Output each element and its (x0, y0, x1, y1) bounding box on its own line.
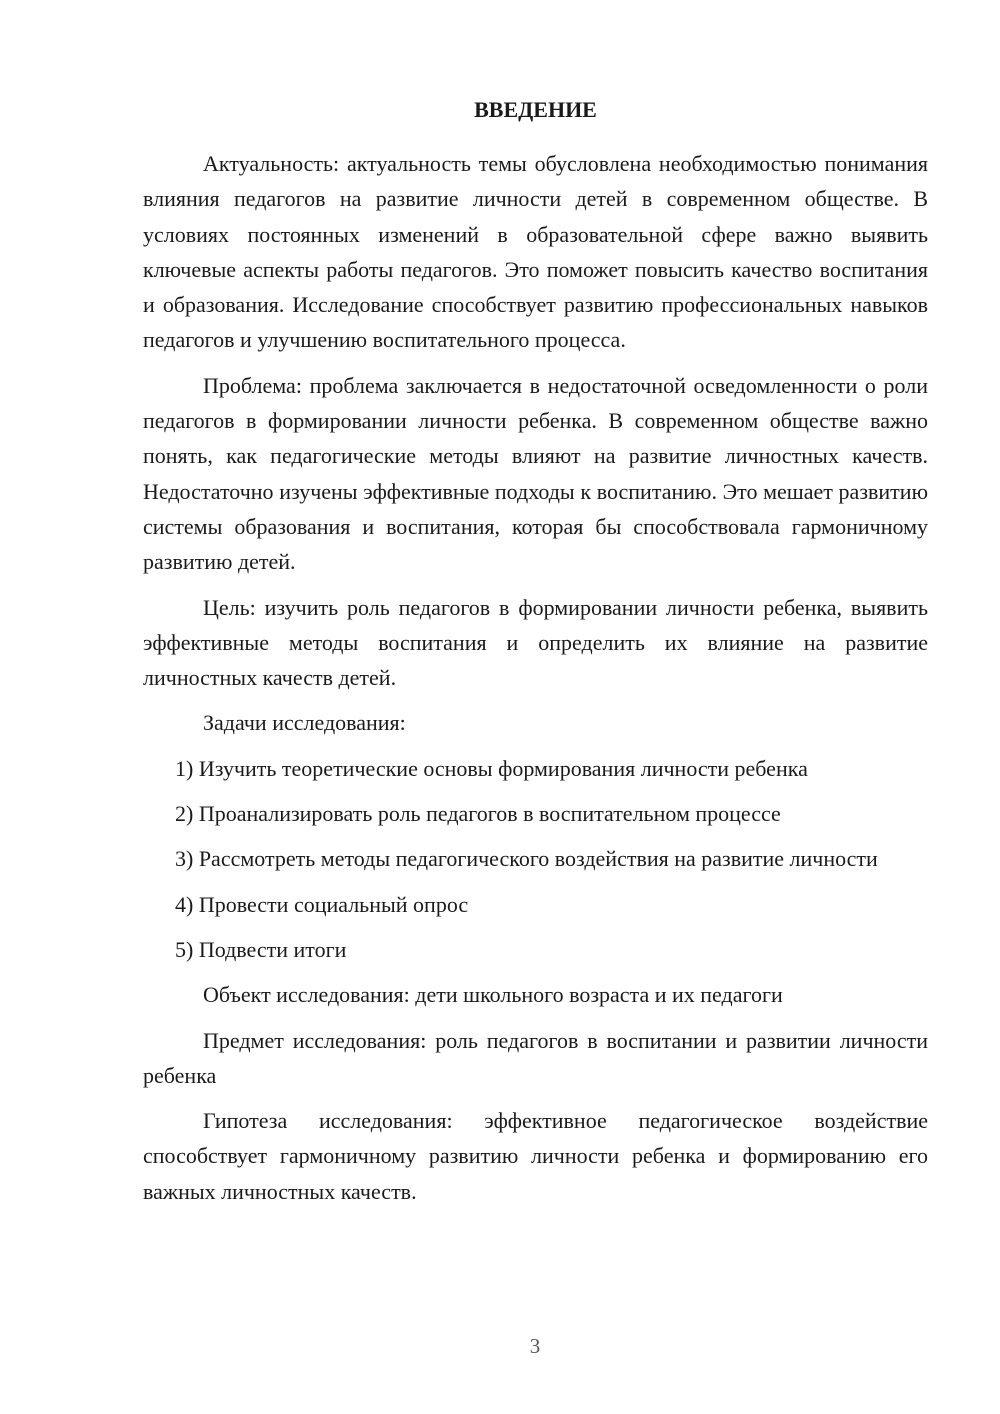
task-item: 3) Рассмотреть методы педагогического воздействия на развитие личности (175, 846, 878, 872)
paragraph-subject: Предмет исследования: роль педагогов в воспитании и развитии личности ребенка (143, 1027, 928, 1088)
task-item: 5) Подвести итоги (175, 936, 347, 962)
tasks-heading: Задачи исследования: (203, 710, 406, 736)
section-title: ВВЕДЕНИЕ (474, 97, 597, 122)
task-item: 4) Провести социальный опрос (175, 891, 469, 917)
page-number: 3 (529, 1334, 541, 1358)
paragraph-relevance: Актуальность: актуальность темы обусловлена необходимостью понимания влияния педагогов на развитие личности детей в современном обществе. В условиях постоянных изменений в образовательной сфере важно выявить ключевые аспекты работы педагогов. Это поможет повысить качество воспитания и образования. Исследование способствует развитию профессиональных навыков педагогов и улучшению воспитательного процесса. (143, 151, 928, 353)
paragraph-hypothesis: Гипотеза исследования: эффективное педагогическое воздействие способствует гармоничному развитию личности ребенка и формированию его важных личностных качеств. (143, 1108, 928, 1204)
document-page (143, 92, 928, 1219)
task-item: 2) Проанализировать роль педагогов в воспитательном процессе (175, 801, 781, 827)
task-item: 1) Изучить теоретические основы формирования личности ребенка (175, 755, 808, 781)
paragraph-problem: Проблема: проблема заключается в недостаточной осведомленности о роли педагогов в формировании личности ребенка. В современном обществе важно понять, как педагогические методы влияют на развитие личностных качеств. Недостаточно изучены эффективные подходы к воспитанию. Это мешает развитию системы образования и воспитания, которая бы способствовала гармоничному развитию детей. (143, 372, 928, 575)
paragraph-object: Объект исследования: дети школьного возраста и их педагоги (203, 982, 783, 1008)
paragraph-goal: Цель: изучить роль педагогов в формировании личности ребенка, выявить эффективные методы воспитания и определить их влияние на развитие личностных качеств детей. (143, 594, 928, 691)
